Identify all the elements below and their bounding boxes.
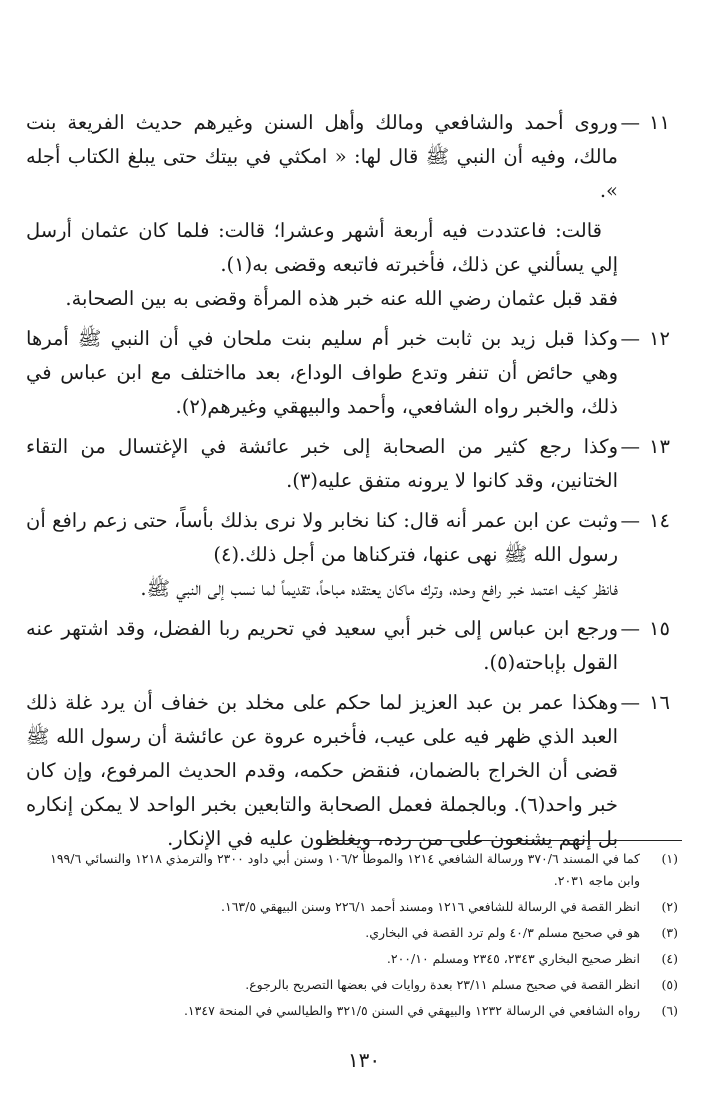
footnote-3 bbox=[40, 922, 682, 944]
numbered-item-13 bbox=[26, 430, 682, 498]
footnote-number: (٣) bbox=[661, 925, 678, 940]
footnote-5 bbox=[40, 974, 682, 996]
item-paragraph: وثبت عن ابن عمر أنه قال: كنا نخابر ولا نرى بذلك بأساً، حتى زعم رافع أن رسول الله ﷺ نهى عنها، فتركناها من أجل ذلك.(٤) bbox=[26, 509, 618, 566]
numbered-item-15 bbox=[26, 612, 682, 680]
item-paragraph: فانظر كيف اعتمد خبر رافع وحده، وترك ماكان يعتقده مباحاً، تقديماً لما نسب إلى النبي ﷺ. bbox=[140, 577, 618, 600]
footnote-text: كما في المسند ٣٧٠/٦ ورسالة الشافعي ١٢١٤ والموطأ ١٠٦/٢ وسنن أبي داود ٢٣٠٠ والترمذي ١٢١٨ والنسائي ١٩٩/٦ وابن ماجه ٢٠٣١. bbox=[50, 851, 640, 888]
main-text bbox=[26, 106, 682, 862]
item-dash: — bbox=[620, 691, 640, 714]
numbered-item-12 bbox=[26, 322, 682, 424]
numbered-item-16 bbox=[26, 686, 682, 856]
footnote-number: (١) bbox=[661, 851, 678, 866]
item-paragraph: فقد قبل عثمان رضي الله عنه خبر هذه المرأة وقضى به بين الصحابة. bbox=[65, 287, 618, 310]
item-dash: — bbox=[620, 327, 640, 350]
footnote-text: انظر القصة في الرسالة للشافعي ١٢١٦ ومسند أحمد ٢٢٦/١ وسنن البيهقي ١٦٣/٥. bbox=[221, 899, 640, 914]
footnote-number: (٤) bbox=[661, 951, 678, 966]
item-dash: — bbox=[620, 617, 640, 640]
item-paragraph: وكذا رجع كثير من الصحابة إلى خبر عائشة في الإغتسال من التقاء الختانين، وقد كانوا لا يرونه متفق عليه(٣). bbox=[26, 435, 618, 492]
footnote-text: هو في صحيح مسلم ٤٠/٣ ولم ترد القصة في البخاري. bbox=[365, 925, 640, 940]
item-paragraph: قالت: فاعتددت فيه أربعة أشهر وعشرا؛ قالت: فلما كان عثمان أرسل إلي يسألني عن ذلك، فأخبرته فاتبعه وقضى به(١). bbox=[26, 219, 618, 276]
footnote-4 bbox=[40, 948, 682, 970]
item-number: ١٤ bbox=[649, 509, 670, 532]
footnote-text: انظر القصة في صحيح مسلم ٢٣/١١ بعدة روايات في بعضها التصريح بالرجوع. bbox=[245, 977, 640, 992]
item-dash: — bbox=[620, 435, 640, 458]
footnote-text: انظر صحيح البخاري ٢٣٤٣، ٢٣٤٥ ومسلم ٢٠٠/١٠. bbox=[386, 951, 640, 966]
footnote-number: (٢) bbox=[661, 899, 678, 914]
footnote-number: (٦) bbox=[661, 1003, 678, 1018]
item-number: ١١ bbox=[649, 111, 670, 134]
item-dash: — bbox=[620, 509, 640, 532]
page-number: ١٣٠ bbox=[347, 1048, 381, 1072]
item-number: ١٢ bbox=[649, 327, 670, 350]
footnote-6 bbox=[40, 1000, 682, 1022]
footnotes bbox=[40, 848, 682, 1026]
footnote-1 bbox=[40, 848, 682, 892]
item-number: ١٥ bbox=[649, 617, 670, 640]
item-number: ١٦ bbox=[649, 691, 670, 714]
numbered-item-14 bbox=[26, 504, 682, 606]
footnote-divider bbox=[327, 840, 682, 841]
footnote-number: (٥) bbox=[661, 977, 678, 992]
item-paragraph: وهكذا عمر بن عبد العزيز لما حكم على مخلد بن خفاف أن يرد غلة ذلك العبد الذي ظهر فيه على عيب، فأخبره عروة عن عائشة أن رسول الله ﷺ قضى أن الخراج بالضمان، فنقض حكمه، وقدم الحديث المرفوع، وإن كان خبر واحد(٦). وبالجملة فعمل الصحابة والتابعين بخبر الواحد لا يمكن إنكاره بل إنهم يشنعون على من رده، ويغلظون عليه في الإنكار. bbox=[26, 691, 618, 850]
item-number: ١٣ bbox=[649, 435, 670, 458]
item-paragraph: ورجع ابن عباس إلى خبر أبي سعيد في تحريم ربا الفضل، وقد اشتهر عنه القول بإباحته(٥). bbox=[26, 617, 618, 674]
footnote-text: رواه الشافعي في الرسالة ١٢٣٢ والبيهقي في السنن ٣٢١/٥ والطيالسي في المنحة ١٣٤٧. bbox=[183, 1003, 640, 1018]
item-paragraph: وكذا قبل زيد بن ثابت خبر أم سليم بنت ملحان في أن النبي ﷺ أمرها وهي حائض أن تنفر وتدع طواف الوداع، بعد مااختلف مع ابن عباس في ذلك، والخبر رواه الشافعي، وأحمد والبيهقي وغيرهم(٢). bbox=[26, 327, 618, 418]
item-dash: — bbox=[620, 111, 640, 134]
numbered-item-11 bbox=[26, 106, 682, 316]
item-paragraph: وروى أحمد والشافعي ومالك وأهل السنن وغيرهم حديث الفريعة بنت مالك، وفيه أن النبي ﷺ قال لها: « امكثي في بيتك حتى يبلغ الكتاب أجله ». bbox=[26, 111, 618, 202]
footnote-2 bbox=[40, 896, 682, 918]
